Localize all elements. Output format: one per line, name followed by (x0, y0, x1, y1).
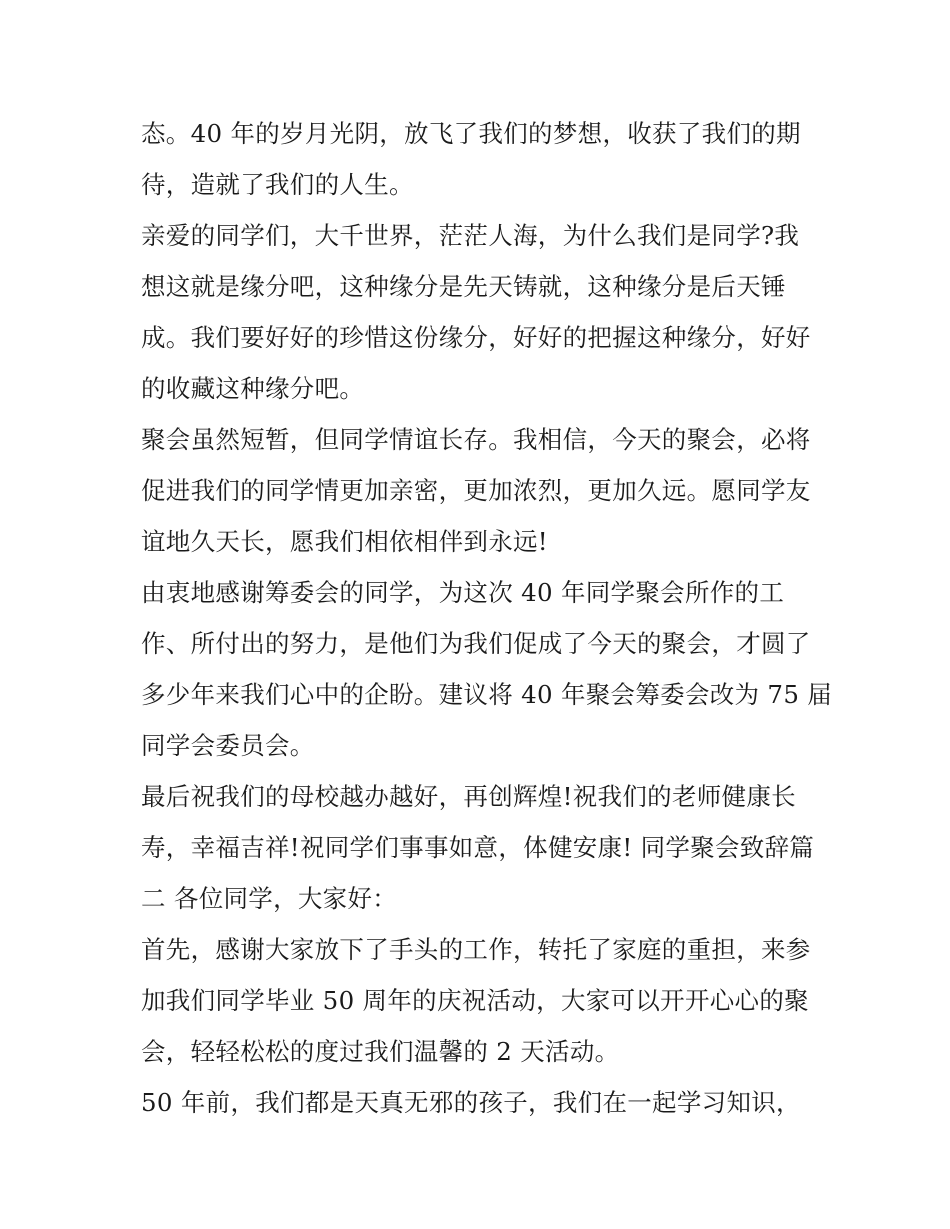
text-line: 二 各位同学，大家好： (141, 884, 398, 913)
text-line: 加我们同学毕业 50 周年的庆祝活动，大家可以开开心心的聚 (141, 986, 809, 1015)
text-line: 的收藏这种缘分吧。 (141, 374, 365, 403)
text-line: 最后祝我们的母校越办越好，再创辉煌!祝我们的老师健康长 (141, 782, 796, 811)
text-line: 由衷地感谢筹委会的同学，为这次 40 年同学聚会所作的工 (141, 578, 785, 607)
text-line: 多少年来我们心中的企盼。建议将 40 年聚会筹委会改为 75 届 (141, 680, 833, 709)
text-line: 会，轻轻松松的度过我们温馨的 2 天活动。 (141, 1037, 620, 1066)
text-line: 谊地久天长，愿我们相依相伴到永远! (141, 527, 548, 556)
text-line: 促进我们的同学情更加亲密，更加浓烈，更加久远。愿同学友 (141, 476, 811, 505)
text-line: 成。我们要好好的珍惜这份缘分，好好的把握这种缘分，好好 (141, 323, 811, 352)
text-line: 作、所付出的努力，是他们为我们促成了今天的聚会，才圆了 (141, 629, 811, 658)
text-line: 同学会委员会。 (141, 731, 315, 760)
text-line: 聚会虽然短暂，但同学情谊长存。我相信，今天的聚会，必将 (141, 425, 811, 454)
text-line: 50 年前，我们都是天真无邪的孩子，我们在一起学习知识， (141, 1088, 801, 1117)
text-line: 寿，幸福吉祥!祝同学们事事如意，体健安康! 同学聚会致辞篇 (141, 833, 815, 862)
text-line: 首先，感谢大家放下了手头的工作，转托了家庭的重担，来参 (141, 935, 811, 964)
text-line: 态。40 年的岁月光阴，放飞了我们的梦想，收获了我们的期 (141, 119, 801, 148)
text-line: 想这就是缘分吧，这种缘分是先天铸就，这种缘分是后天锤 (141, 272, 786, 301)
text-line: 亲爱的同学们，大千世界，茫茫人海，为什么我们是同学?我 (141, 221, 800, 250)
document-body (141, 108, 833, 1128)
text-line: 待，造就了我们的人生。 (141, 170, 414, 199)
